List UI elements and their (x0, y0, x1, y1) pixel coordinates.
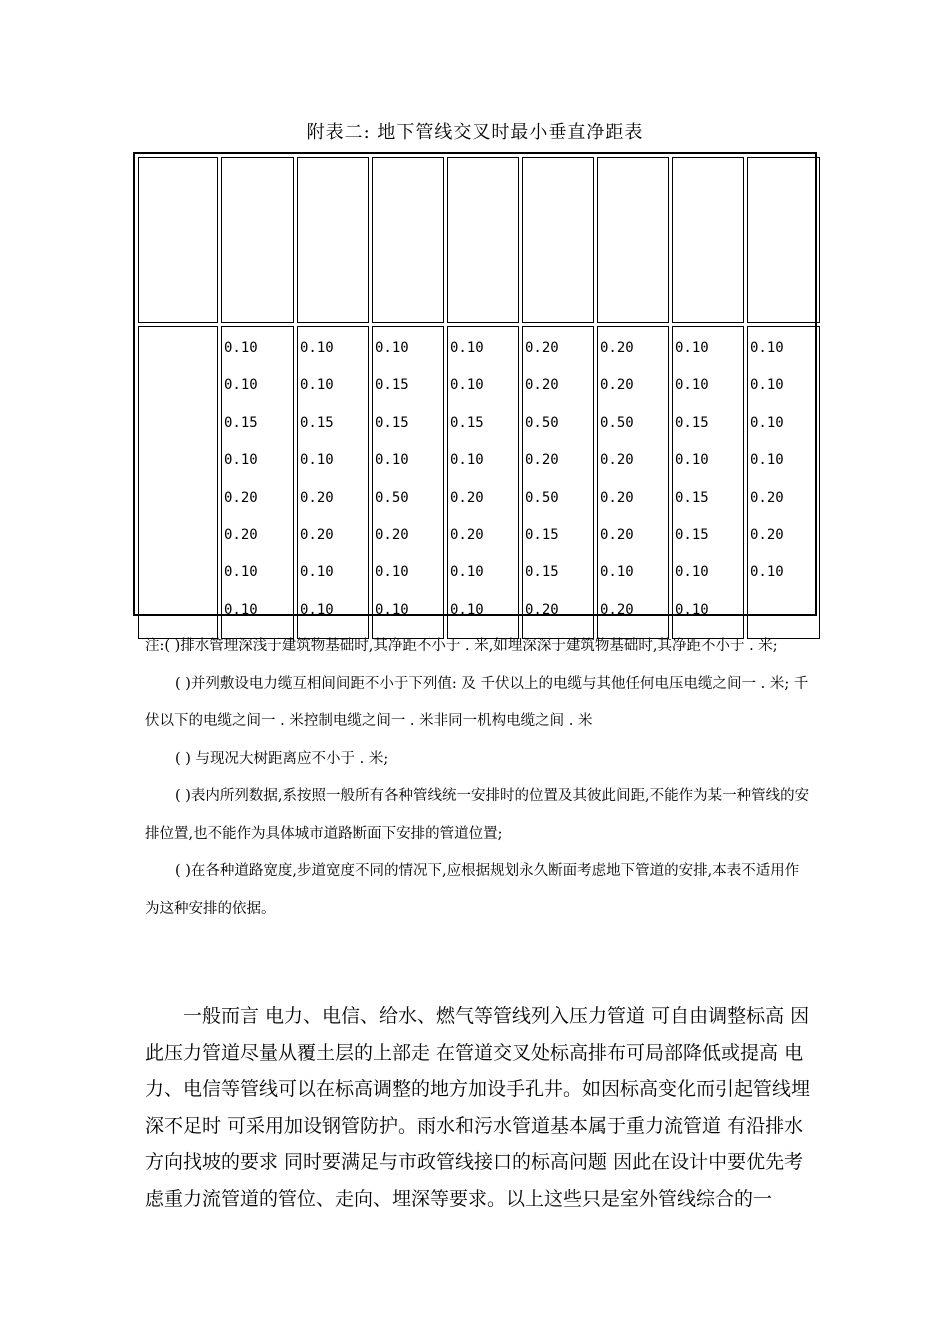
row-labels (138, 326, 218, 639)
note-4: ( )表内所列数据,系按照一般所有各种管线统一安排时的位置及其彼此间距,不能作为某一种管线的安排位置,也不能作为具体城市道路断面下安排的管道位置; (145, 788, 810, 842)
column-header-6 (597, 157, 669, 323)
column-values-4: 0.10 0.10 0.15 0.10 0.20 0.20 0.10 0.10 (447, 326, 519, 639)
table-notes (145, 628, 810, 928)
column-header-8 (747, 157, 820, 323)
column-values-6: 0.20 0.20 0.50 0.20 0.20 0.20 0.10 0.20 (597, 326, 669, 639)
column-values-8: 0.10 0.10 0.10 0.10 0.20 0.20 0.10 (747, 326, 820, 639)
column-values-5: 0.20 0.20 0.50 0.20 0.50 0.15 0.15 0.20 (522, 326, 594, 639)
column-values-7: 0.10 0.10 0.15 0.10 0.15 0.15 0.10 0.10 (672, 326, 744, 639)
note-2: ( )并列敷设电力缆互相间间距不小于下列值: 及 千伏以上的电缆与其他任何电压电缆之间一 . 米; 千伏以下的电缆之间一 . 米控制电缆之间一 . 米非同一机构电缆之间 . 米 (145, 675, 809, 729)
data-row (138, 326, 820, 639)
body-paragraph (145, 998, 815, 1217)
column-header-2 (297, 157, 369, 323)
clearance-table (133, 152, 817, 616)
note-3: ( ) 与现况大树距离应不小于 . 米; (175, 750, 389, 767)
column-header-5 (522, 157, 594, 323)
table-title: 附表二: 地下管线交叉时最小垂直净距表 (306, 122, 644, 143)
note-5: ( )在各种道路宽度,步道宽度不同的情况下,应根据规划永久断面考虑地下管道的安排,本表不适用作为这种安排的依据。 (145, 863, 800, 917)
body-paragraph-text: 一般而言 电力、电信、给水、燃气等管线列入压力管道 可自由调整标高 因此压力管道尽量从覆土层的上部走 在管道交叉处标高排布可局部降低或提高 电力、电信等管线可以在标高调整的地方加设手孔井。如因标高变化而引起管线埋深不足时 可采用加设钢管防护。雨水和污水管道基本属于重力流管道 有沿排水方向找坡的要求 同时要满足与市政管线接口的标高问题 因此在设计中要优先考虑重力流管道的管位、走向、埋深等要求。以上这些只是室外管线综合的一 (145, 1005, 811, 1210)
header-row (138, 157, 820, 323)
corner-cell (138, 157, 218, 323)
column-header-1 (221, 157, 294, 323)
column-values-2: 0.10 0.10 0.15 0.10 0.20 0.20 0.10 0.10 (297, 326, 369, 639)
column-header-7 (672, 157, 744, 323)
note-1: 注:( )排水管理深浅于建筑物基础时,其净距不小于 . 米,如埋深深于建筑物基础时,其净距不小于 . 米; (145, 638, 778, 654)
column-header-3 (372, 157, 444, 323)
column-values-3: 0.10 0.15 0.15 0.10 0.50 0.20 0.10 0.10 (372, 326, 444, 639)
column-header-4 (447, 157, 519, 323)
column-values-1: 0.10 0.10 0.15 0.10 0.20 0.20 0.10 0.10 (221, 326, 294, 639)
clearance-table-grid (135, 154, 823, 642)
